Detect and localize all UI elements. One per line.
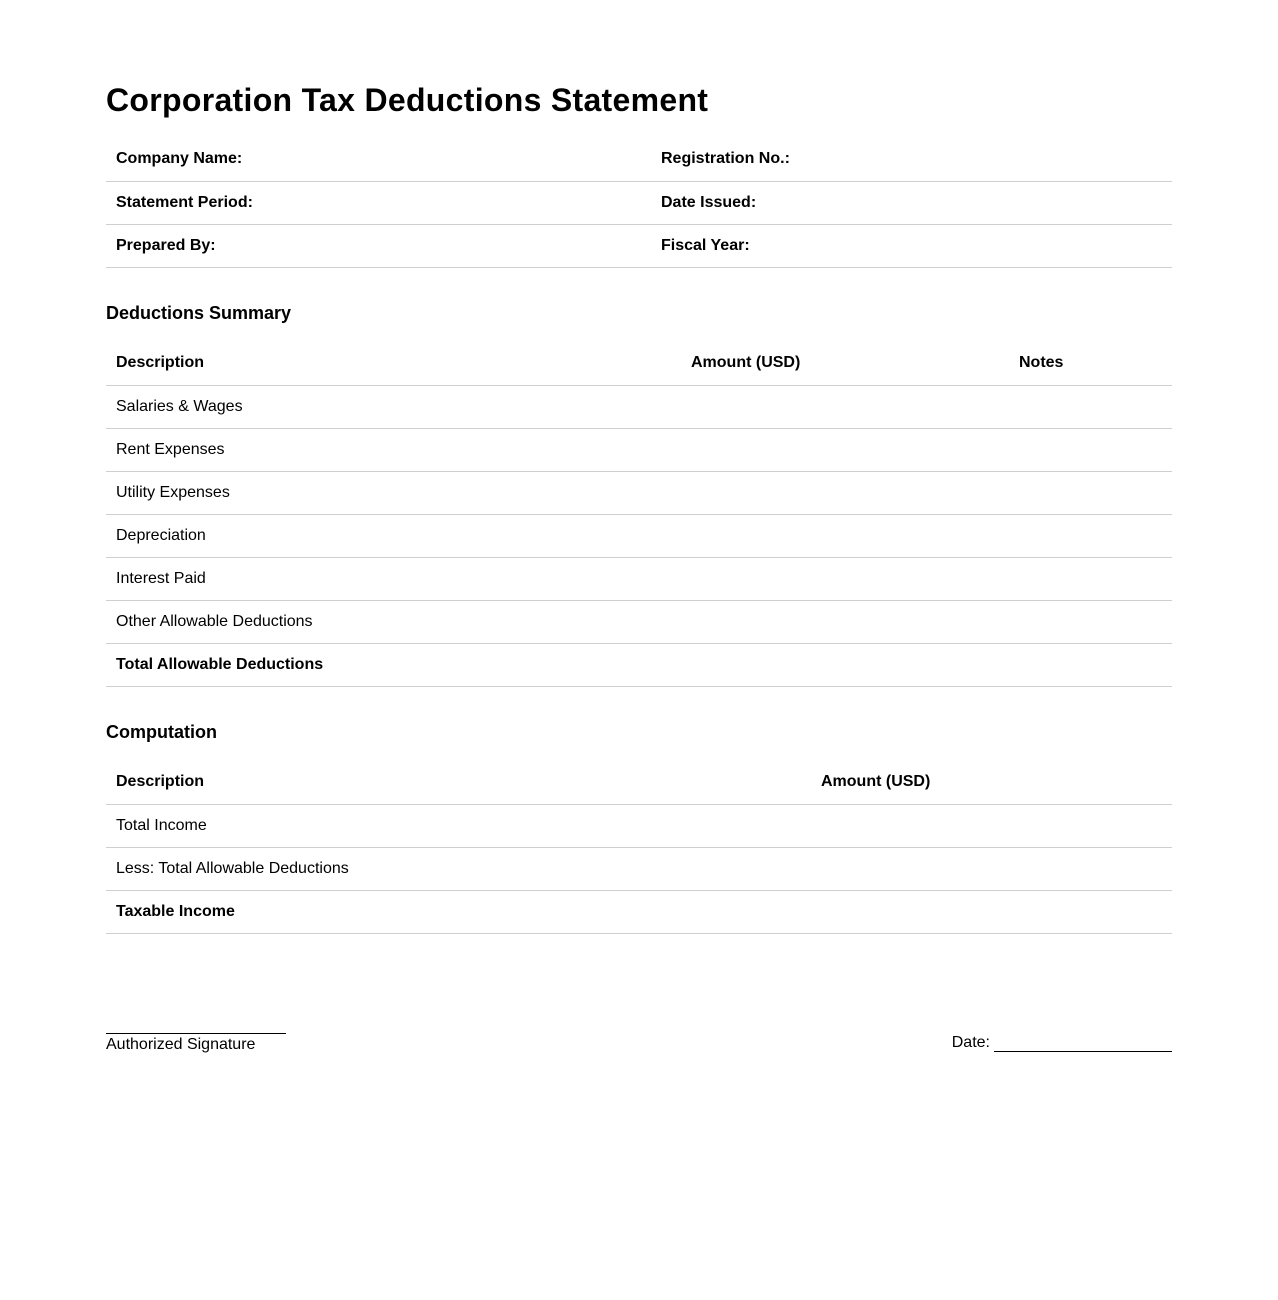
date-issued-label: Date Issued: (651, 181, 1172, 224)
computation-description: Total Income (106, 804, 811, 847)
deduction-description: Other Allowable Deductions (106, 600, 681, 643)
info-row (106, 181, 1172, 224)
deduction-description: Rent Expenses (106, 428, 681, 471)
deduction-notes-cell (1009, 385, 1172, 428)
computation-description: Less: Total Allowable Deductions (106, 847, 811, 890)
prepared-by-label: Prepared By: (106, 224, 651, 267)
column-header-amount: Amount (USD) (811, 761, 1172, 804)
table-row (106, 514, 1172, 557)
table-header-row (106, 342, 1172, 385)
table-row (106, 847, 1172, 890)
statement-period-label: Statement Period: (106, 181, 651, 224)
deduction-amount-cell (681, 514, 1009, 557)
total-notes-cell (1009, 643, 1172, 686)
table-row (106, 804, 1172, 847)
date-line (994, 1034, 1172, 1052)
table-row (106, 385, 1172, 428)
fiscal-year-label: Fiscal Year: (651, 224, 1172, 267)
signature-block (106, 1033, 286, 1054)
deduction-notes-cell (1009, 471, 1172, 514)
signature-line (106, 1033, 286, 1034)
column-header-notes: Notes (1009, 342, 1172, 385)
column-header-amount: Amount (USD) (681, 342, 1009, 385)
date-label: Date: (951, 1034, 990, 1051)
table-row (106, 600, 1172, 643)
computation-amount-cell (811, 804, 1172, 847)
taxable-income-label: Taxable Income (106, 890, 811, 933)
deduction-notes-cell (1009, 428, 1172, 471)
computation-heading: Computation (106, 722, 217, 742)
deduction-description: Interest Paid (106, 557, 681, 600)
table-row (106, 557, 1172, 600)
total-deductions-label: Total Allowable Deductions (106, 643, 681, 686)
deduction-description: Salaries & Wages (106, 385, 681, 428)
column-header-description: Description (106, 761, 811, 804)
deduction-amount-cell (681, 471, 1009, 514)
document-title: Corporation Tax Deductions Statement (106, 82, 709, 118)
total-amount-cell (681, 643, 1009, 686)
info-row (106, 224, 1172, 267)
deduction-amount-cell (681, 385, 1009, 428)
deduction-amount-cell (681, 428, 1009, 471)
deduction-amount-cell (681, 600, 1009, 643)
column-header-description: Description (106, 342, 681, 385)
deduction-description: Depreciation (106, 514, 681, 557)
registration-no-label: Registration No.: (651, 138, 1172, 181)
company-info-table (106, 138, 1172, 268)
computation-amount-cell (811, 847, 1172, 890)
total-row (106, 643, 1172, 686)
deduction-description: Utility Expenses (106, 471, 681, 514)
deduction-notes-cell (1009, 514, 1172, 557)
deductions-table (106, 342, 1172, 687)
company-name-label: Company Name: (106, 138, 651, 181)
date-block (952, 1034, 1172, 1052)
taxable-income-amount-cell (811, 890, 1172, 933)
info-row (106, 138, 1172, 181)
deduction-notes-cell (1009, 600, 1172, 643)
table-row (106, 471, 1172, 514)
signature-label: Authorized Signature (106, 1036, 256, 1053)
table-header-row (106, 761, 1172, 804)
total-row (106, 890, 1172, 933)
deductions-summary-heading: Deductions Summary (106, 303, 292, 323)
deduction-notes-cell (1009, 557, 1172, 600)
deduction-amount-cell (681, 557, 1009, 600)
table-row (106, 428, 1172, 471)
computation-table (106, 761, 1172, 934)
